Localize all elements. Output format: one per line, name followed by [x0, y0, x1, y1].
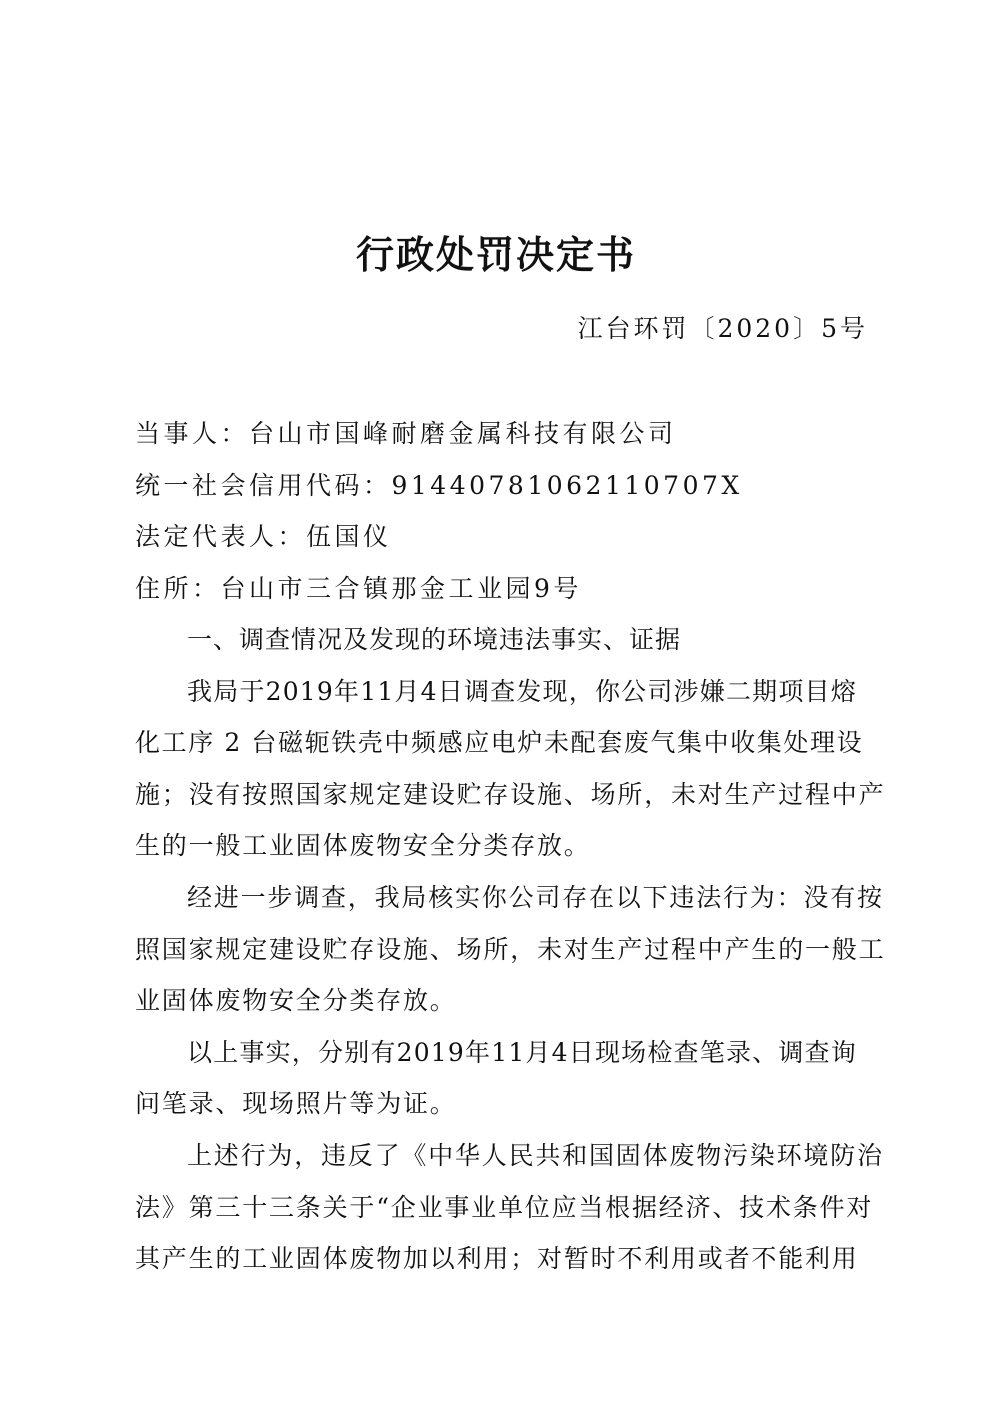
legal-representative-line: 法定代表人：伍国仪: [135, 522, 392, 551]
address-line: 住所：台山市三合镇那金工业园9号: [135, 574, 582, 603]
paragraph-3-line-1: 以上事实，分别有2019年11月4日现场检查笔录、调查询: [187, 1038, 857, 1067]
document-number: 江台环罚〔2020〕5号: [577, 314, 868, 343]
paragraph-1-line-3: 施；没有按照国家规定建设贮存设施、场所，未对生产过程中产: [135, 780, 886, 809]
paragraph-1-line-1: 我局于2019年11月4日调查发现，你公司涉嫌二期项目熔: [187, 677, 857, 706]
paragraph-1-line-4: 生的一般工业固体废物安全分类存放。: [135, 831, 591, 860]
paragraph-4-line-1: 上述行为，违反了《中华人民共和国固体废物污染环境防治: [187, 1141, 884, 1170]
document-title: 行政处罚决定书: [355, 232, 636, 277]
paragraph-2-line-1: 经进一步调查，我局核实你公司存在以下违法行为：没有按: [187, 883, 884, 912]
credit-code-line: 统一社会信用代码：91440781062110707X: [135, 471, 743, 500]
section-heading-1: 一、调查情况及发现的环境违法事实、证据: [187, 625, 682, 654]
paragraph-2-line-2: 照国家规定建设贮存设施、场所，未对生产过程中产生的一般工: [135, 935, 886, 964]
paragraph-3-line-2: 问笔录、现场照片等为证。: [135, 1089, 457, 1118]
paragraph-4-line-3: 其产生的工业固体废物加以利用；对暂时不利用或者不能利用: [135, 1244, 859, 1273]
paragraph-2-line-3: 业固体废物安全分类存放。: [135, 986, 457, 1015]
party-name-line: 当事人：台山市国峰耐磨金属科技有限公司: [135, 419, 677, 448]
paragraph-1-line-2: 化工序 2 台磁轭铁壳中频感应电炉未配套废气集中收集处理设: [135, 728, 864, 757]
paragraph-4-line-2: 法》第三十三条关于“企业事业单位应当根据经济、技术条件对: [135, 1193, 874, 1222]
